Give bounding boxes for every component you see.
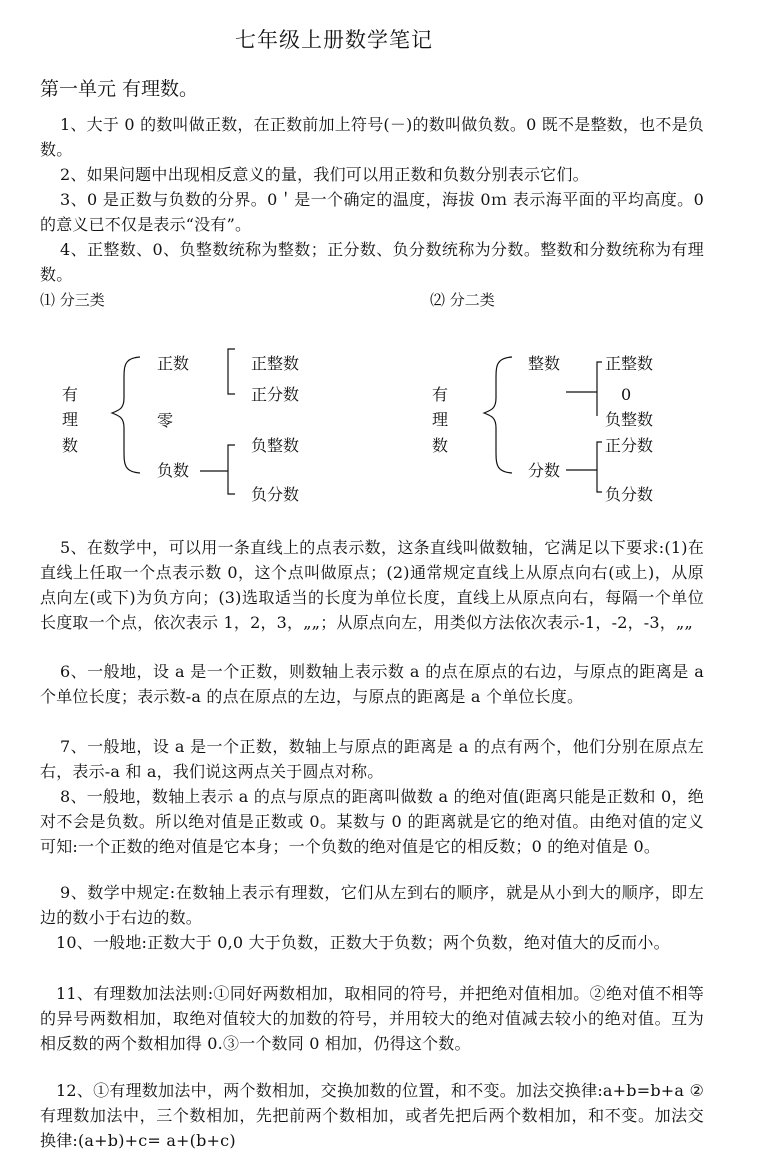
three-neg-int: 负整数	[251, 436, 300, 455]
two-neg-int: 负整数	[605, 410, 654, 429]
classification-two-label: ⑵ 分二类	[430, 291, 495, 309]
note-paragraph-3: 3、0 是正数与负数的分界。0＇是一个确定的温度，海拔 0ｍ 表示海平面的平均高度。0 的意义已不仅是表示“没有”。	[40, 190, 704, 234]
two-zero: 0	[621, 385, 632, 404]
three-class-tree	[112, 349, 235, 494]
note-paragraph-8: 8、一般地，数轴上表示 a 的点与原点的距离叫做数 a 的绝对值(距离只能是正数和 0，绝对不会是负数。所以绝对值是正数或 0。某数与 0 的距离就是它的绝对值。由绝对值的定义可知:一个正数的绝对值是它本身；一个负数的绝对值是它的相反数；0 的绝对值是 0。	[40, 787, 704, 856]
note-paragraph-7: 7、一般地，设 a 是一个正数，数轴上与原点的距离是 a 的点有两个，他们分别在原点左右，表示-a 和 a，我们说这两点关于圆点对称。	[40, 737, 704, 781]
three-root-char-1: 有	[62, 385, 79, 404]
three-pos-int: 正整数	[251, 354, 300, 373]
three-root-char-3: 数	[62, 436, 79, 455]
three-root-char-2: 理	[62, 410, 79, 429]
note-paragraph-9: 9、数学中规定:在数轴上表示有理数，它们从左到右的顺序，就是从小到大的顺序，即左边的数小于右边的数。	[40, 883, 704, 927]
two-neg-frac: 负分数	[605, 485, 654, 504]
two-root-char-2: 理	[432, 410, 449, 429]
three-pos-frac: 正分数	[251, 385, 300, 404]
note-paragraph-1: 1、大于 0 的数叫做正数，在正数前加上符号(－)的数叫做负数。0 既不是整数，也不是负数。	[40, 115, 704, 159]
two-pos-frac: 正分数	[605, 436, 654, 455]
three-neg-frac: 负分数	[251, 485, 300, 504]
note-paragraph-2: 2、如果问题中出现相反意义的量，我们可以用正数和负数分别表示它们。	[60, 165, 589, 184]
two-root-char-1: 有	[432, 385, 449, 404]
two-root-char-3: 数	[432, 436, 449, 455]
two-pos-int: 正整数	[605, 354, 654, 373]
document-title: 七年级上册数学笔记	[235, 28, 433, 52]
note-paragraph-12: 12、①有理数加法中，两个数相加，交换加数的位置，和不变。加法交换律:a+b=b+a ②有理数加法中，三个数相加，先把前两个数相加，或者先把后两个数相加，和不变。加法交换律:(a+b)+c= a+(b+c)	[40, 1081, 704, 1150]
three-zero: 零	[157, 411, 174, 430]
classification-three-label: ⑴ 分三类	[40, 291, 105, 309]
three-negative: 负数	[157, 461, 190, 480]
note-paragraph-5: 5、在数学中，可以用一条直线上的点表示数，这条直线叫做数轴，它满足以下要求:(1)在直线上任取一个点表示数 0，这个点叫做原点；(2)通常规定直线上从原点向右(或上)，从原点向左(或下)为负方向；(3)选取适当的长度为单位长度，直线上从原点向右，每隔一个单位长度取一个点，依次表示 1，2，3，„„；从原点向左，用类似方法依次表示-1，-2，-3，„„	[40, 538, 704, 632]
two-fraction: 分数	[528, 461, 561, 480]
two-integer: 整数	[528, 354, 561, 373]
note-paragraph-6: 6、一般地，设 a 是一个正数，则数轴上表示数 a 的点在原点的右边，与原点的距离是 a 个单位长度；表示数-a 的点在原点的左边，与原点的距离是 a 个单位长度。	[40, 662, 704, 706]
unit-heading: 第一单元 有理数。	[40, 78, 199, 100]
note-paragraph-11: 11、有理数加法法则:①同好两数相加，取相同的符号，并把绝对值相加。②绝对值不相等的异号两数相加，取绝对值较大的加数的符号，并用较大的绝对值减去较小的绝对值。互为相反数的两个数相加得 0.③一个数同 0 相加，仍得这个数。	[40, 984, 704, 1053]
two-class-tree	[484, 357, 602, 492]
note-paragraph-10: 10、一般地:正数大于 0,0 大于负数，正数大于负数；两个负数，绝对值大的反而小。	[56, 933, 670, 952]
three-positive: 正数	[157, 354, 190, 373]
note-paragraph-4: 4、正整数、0、负整数统称为整数；正分数、负分数统称为分数。整数和分数统称为有理数。	[40, 240, 704, 284]
